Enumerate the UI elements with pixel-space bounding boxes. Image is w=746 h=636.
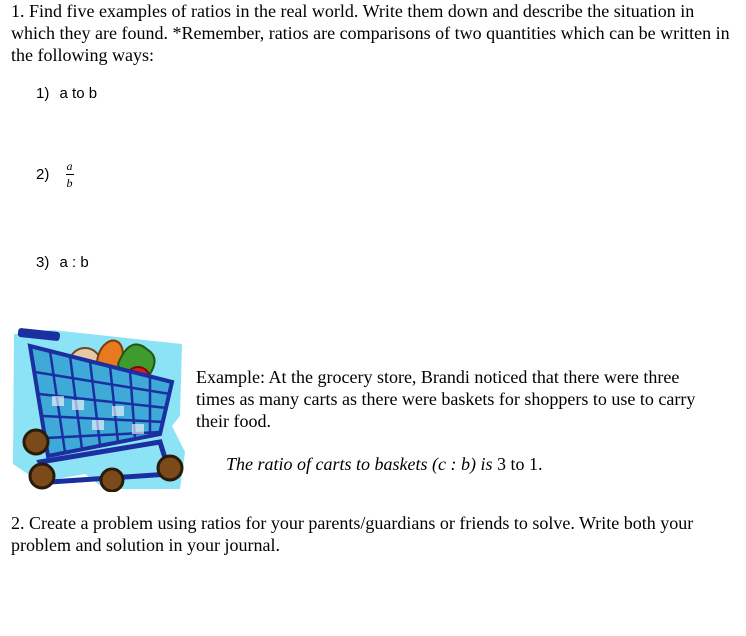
ratio-form-2-label: 2) (36, 166, 50, 183)
ratio-form-2 (36, 160, 74, 189)
example-ratio-value: 3 to 1. (492, 454, 543, 474)
shopping-cart-icon (10, 324, 186, 492)
fraction (66, 160, 74, 189)
ratio-form-1-text: a to b (59, 85, 98, 102)
ratio-form-3 (36, 254, 89, 271)
example-text: Example: At the grocery store, Brandi noticed that there were three times as many carts as there were baskets for shoppers to use to carry their food. (196, 367, 696, 431)
example-ratio-statement: The ratio of carts to baskets (c : b) is (226, 454, 493, 474)
fraction-bar (66, 174, 74, 175)
ratio-form-1 (36, 85, 97, 102)
example-ratio (226, 453, 543, 475)
question-1-text: 1. Find five examples of ratios in the real world. Write them down and describe the situation in which they are found. *Remember, ratios are comparisons of two quantities which can be written in the following ways: (11, 1, 730, 65)
ratio-form-1-label: 1) (36, 85, 50, 102)
fraction-denominator: b (66, 176, 73, 190)
fraction-numerator: a (66, 159, 73, 173)
question-2-text: 2. Create a problem using ratios for your parents/guardians or friends to solve. Write both your problem and solution in your journal. (11, 513, 694, 555)
ratio-form-3-text: a : b (59, 254, 89, 271)
ratio-form-3-label: 3) (36, 254, 50, 271)
